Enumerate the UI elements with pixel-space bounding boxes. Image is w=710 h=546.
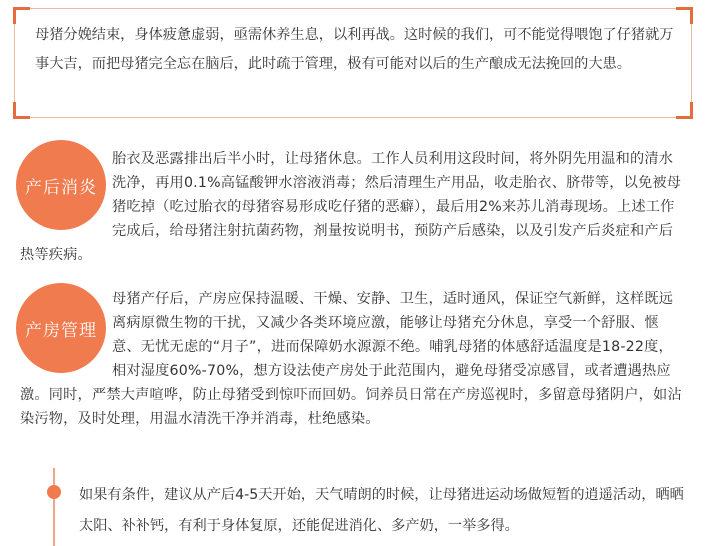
intro-paragraph: 母猪分娩结束，身体疲惫虚弱，亟需休养生息，以利再战。这时候的我们，可不能觉得喂饱了仔猪就万事大吉，而把母猪完全忘在脑后，此时疏于管理，极有可能对以后的生产酿成无法挽回的大患。	[35, 27, 674, 72]
section-tag-postpartum-anti-inflammation: 产后消炎	[16, 140, 106, 230]
intro-box	[14, 8, 692, 118]
corner-decoration-bottom-right	[676, 102, 693, 119]
section-tag-farrowing-room-management: 产房管理	[16, 283, 106, 373]
note-vertical-line	[53, 468, 55, 546]
section-paragraph-postpartum-anti-inflammation	[20, 147, 685, 267]
corner-decoration-bottom-left	[13, 102, 30, 119]
section-text: 母猪产仔后，产房应保持温暖、干燥、安静、卫生，适时通风，保证空气新鲜，这样既远离病原微生物的干扰，又减少各类环境应激，能够让母猪充分休息，享受一个舒服、惬意、无忧无虑的“月子”，进而保障奶水源源不绝。哺乳母猪的体感舒适温度是18-22度，相对湿度60%-70%，想方设法使产房处于此范围内，避免母猪受凉感冒，或者遭遇热应激。同时，严禁大声喧哗，防止母猪受到惊吓而回奶。饲养员日常在产房巡视时，多留意母猪阴户，如沾染污物，及时处理，用温水清洗干净并消毒，杜绝感染。	[20, 291, 682, 427]
section-text: 胎衣及恶露排出后半小时，让母猪休息。工作人员利用这段时间，将外阴先用温和的清水洗净，再用0.1%高锰酸钾水溶液消毒；然后清理生产用品，收走胎衣、脐带等，以免被母猪吃掉（吃过胎衣的母猪容易形成吃仔猪的恶癖），最后用2%来苏儿消毒现场。上述工作完成后，给母猪注射抗菌药物，剂量按说明书，预防产后感染，以及引发产后炎症和产后热等疾病。	[20, 151, 682, 263]
tag-spacer	[20, 147, 112, 243]
note-paragraph: 如果有条件，建议从产后4-5天开始，天气晴朗的时候，让母猪进运动场做短暂的逍遥活动，晒晒太阳、补补钙，有利于身体复原，还能促进消化、多产奶，一举多得。	[79, 487, 684, 534]
section-paragraph-farrowing-room-management	[20, 287, 685, 431]
note-bullet-icon	[47, 485, 61, 499]
tag-spacer	[20, 287, 112, 383]
corner-decoration-top-left	[13, 7, 30, 24]
